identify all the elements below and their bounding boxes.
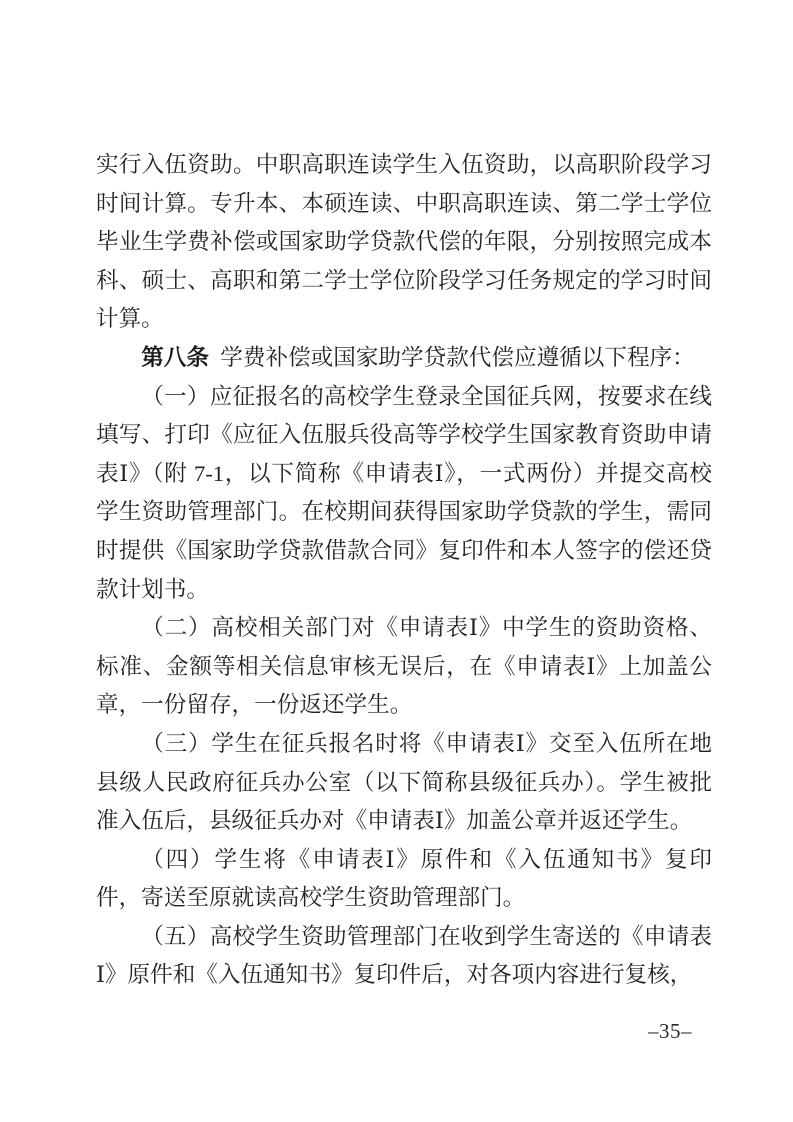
paragraph-continuation: 实行入伍资助。中职高职连读学生入伍资助，以高职阶段学习时间计算。专升本、本硕连读、中职高职连读、第二学士学位毕业生学费补偿或国家助学贷款代偿的年限，分别按照完成本科、硕士、高职和第二学士学位阶段学习任务规定的学习时间计算。 <box>96 152 712 332</box>
article-8-label: 第八条 <box>141 344 209 370</box>
document-body <box>96 146 712 995</box>
paragraph-item-3: （三）学生在征兵报名时将《申请表Ⅰ》交至入伍所在地县级人民政府征兵办公室（以下简称县级征兵办）。学生被批准入伍后，县级征兵办对《申请表Ⅰ》加盖公章并返还学生。 <box>96 730 712 834</box>
page-number: –35– <box>648 1019 692 1043</box>
article-8-text: 学费补偿或国家助学贷款代偿应遵循以下程序： <box>220 344 695 370</box>
paragraph-item-5: （五）高校学生资助管理部门在收到学生寄送的《申请表Ⅰ》原件和《入伍通知书》复印件后，对各项内容进行复核， <box>96 923 712 988</box>
paragraph-item-2: （二）高校相关部门对《申请表Ⅰ》中学生的资助资格、标准、金额等相关信息审核无误后，在《申请表Ⅰ》上加盖公章，一份留存，一份返还学生。 <box>96 615 712 718</box>
paragraph-article-8 <box>96 339 712 378</box>
paragraph-item-1: （一）应征报名的高校学生登录全国征兵网，按要求在线填写、打印《应征入伍服兵役高等学校学生国家教育资助申请表Ⅰ》（附 7-1，以下简称《申请表Ⅰ》，一式两份）并提交高校学生资助管理部门。在校期间获得国家助学贷款的学生，需同时提供《国家助学贷款借款合同》复印件和本人签字的偿还贷款计划书。 <box>96 383 712 602</box>
paragraph-item-4: （四）学生将《申请表Ⅰ》原件和《入伍通知书》复印件，寄送至原就读高校学生资助管理部门。 <box>96 846 712 911</box>
